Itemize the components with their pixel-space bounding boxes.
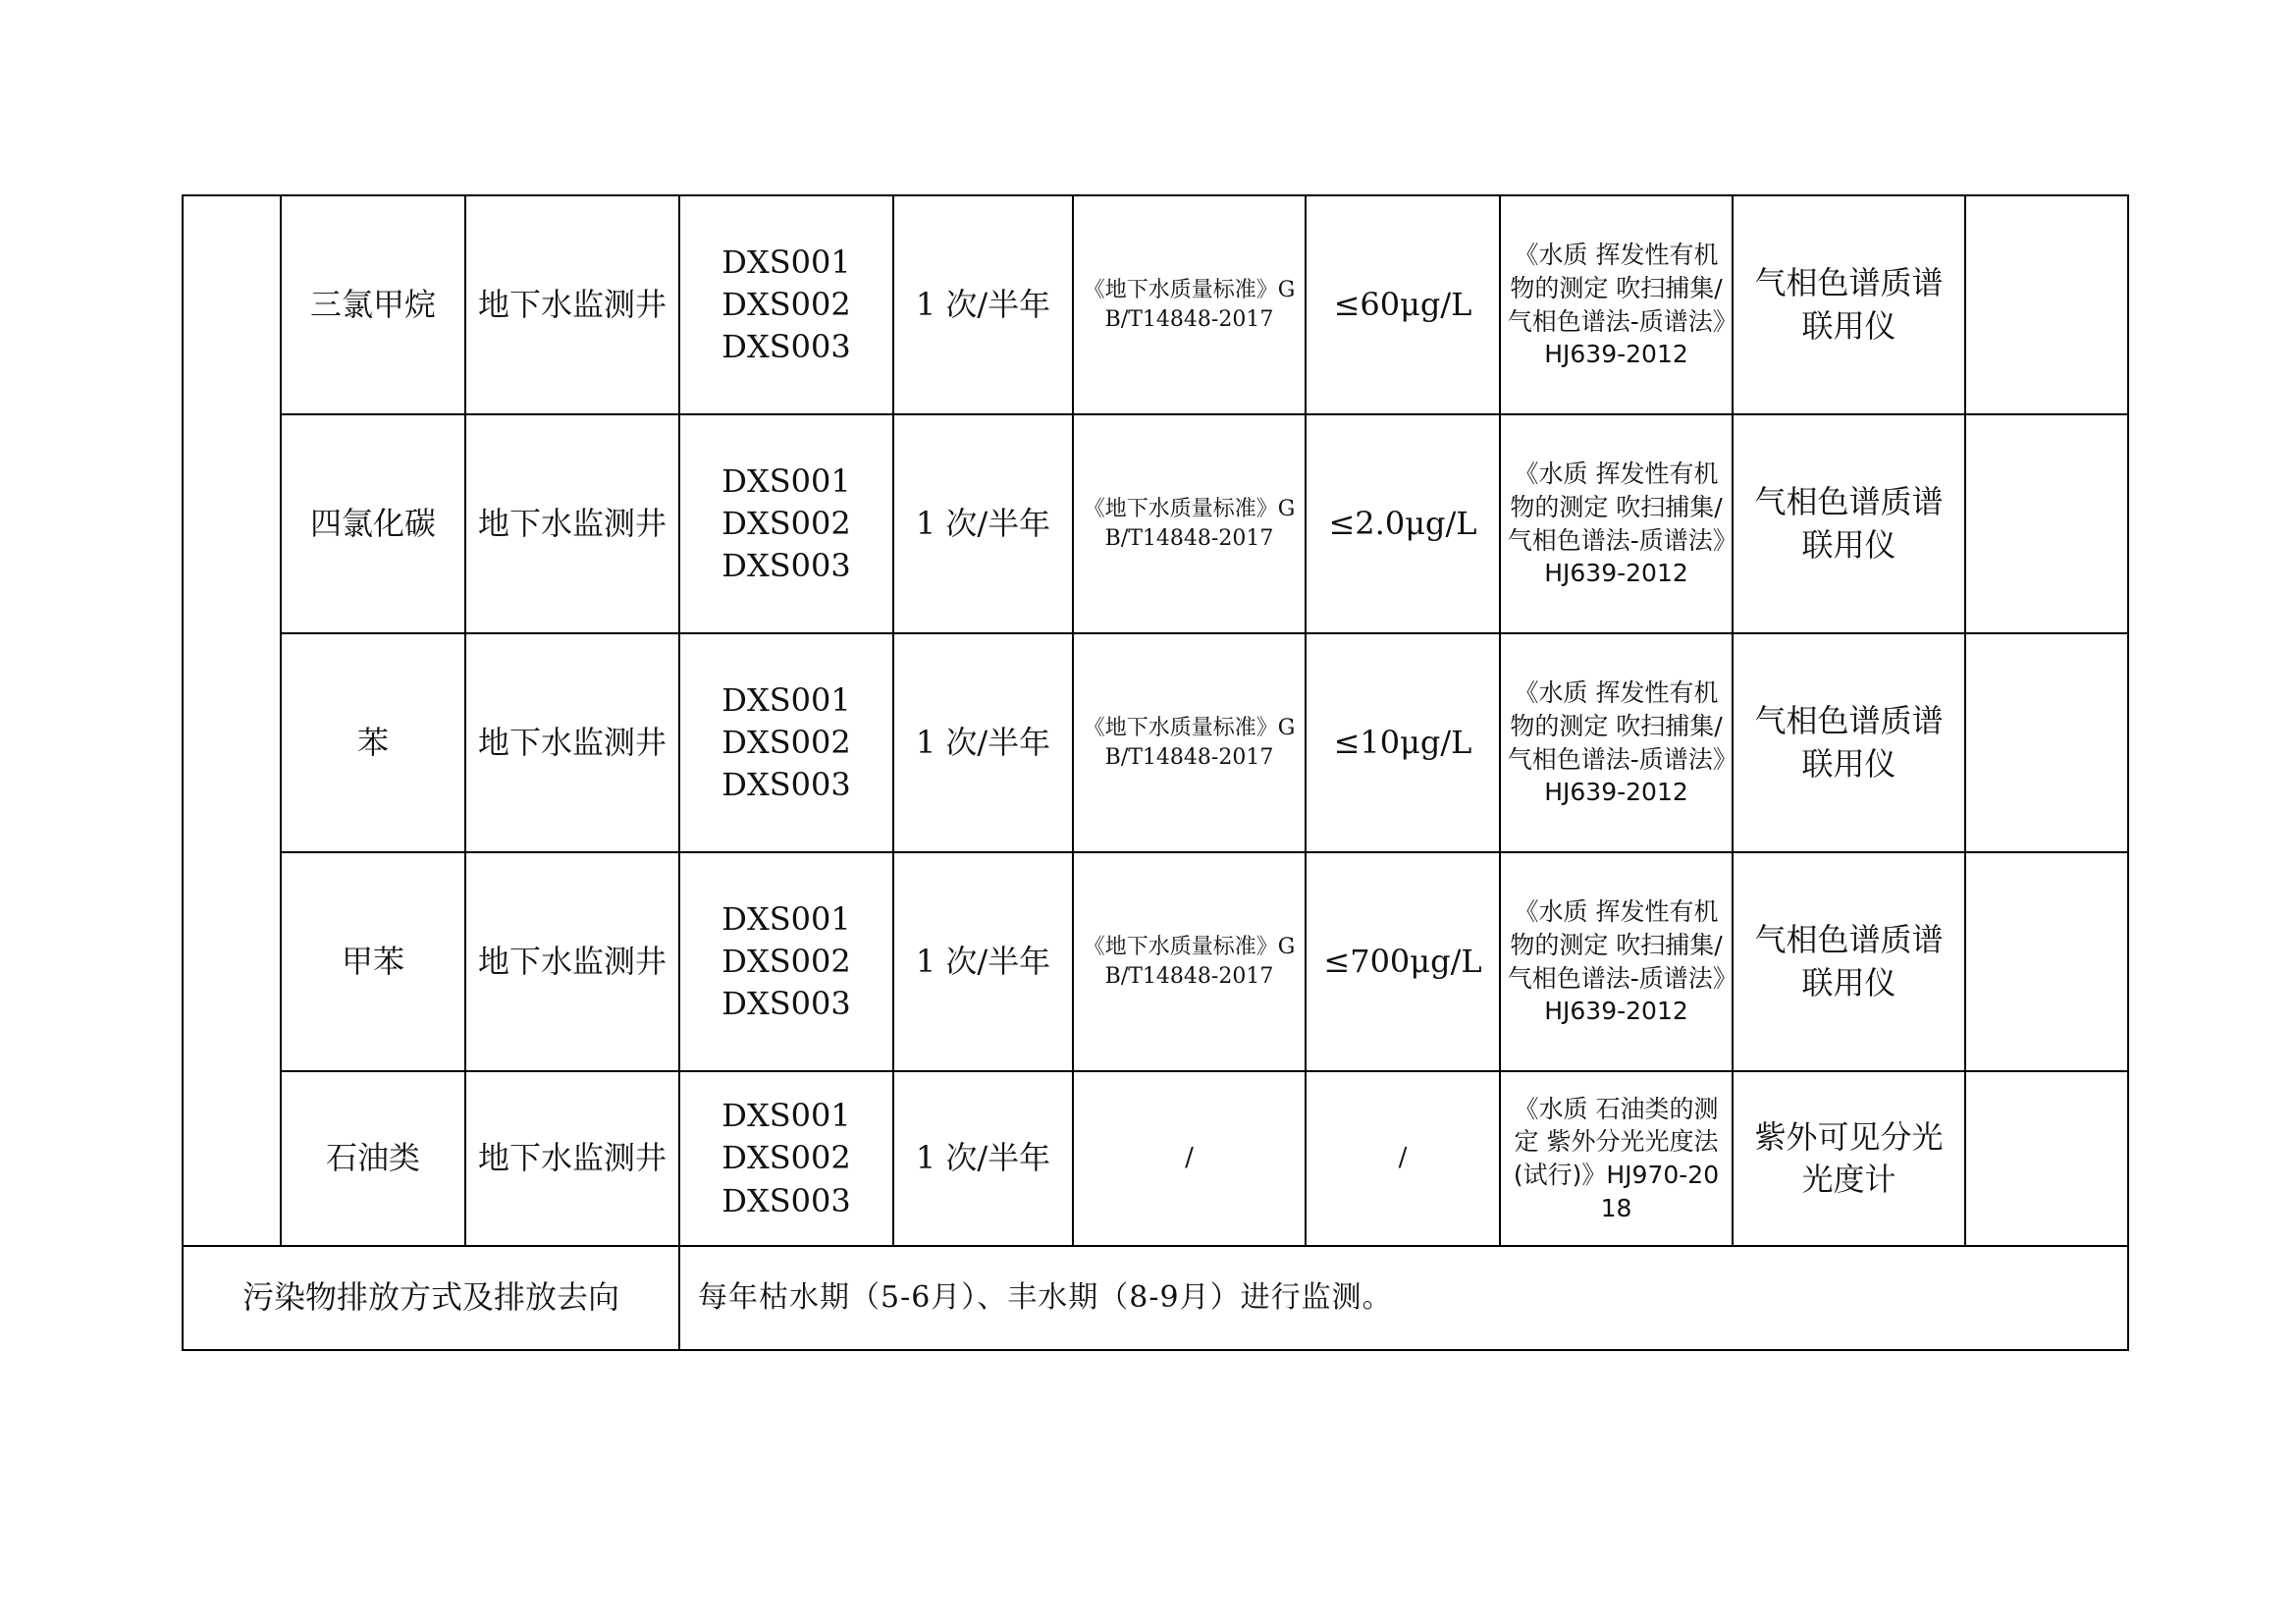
item-cell: 石油类 bbox=[281, 1071, 465, 1246]
monitoring-point-cell: 地下水监测井 bbox=[465, 1071, 679, 1246]
instrument-cell: 气相色谱质谱联用仪 bbox=[1733, 414, 1965, 633]
standard-cell: / bbox=[1073, 1071, 1306, 1246]
point-code: DXS003 bbox=[721, 328, 851, 366]
standard-cell: 《地下水质量标准》GB/T14848-2017 bbox=[1073, 852, 1306, 1071]
standard-cell: 《地下水质量标准》GB/T14848-2017 bbox=[1073, 195, 1306, 414]
monitoring-point-cell: 地下水监测井 bbox=[465, 414, 679, 633]
instrument-cell: 气相色谱质谱联用仪 bbox=[1733, 195, 1965, 414]
point-code-cell bbox=[679, 195, 893, 414]
item-cell: 苯 bbox=[281, 633, 465, 852]
point-code: DXS002 bbox=[721, 504, 851, 542]
frequency-cell: 1 次/半年 bbox=[893, 195, 1073, 414]
point-code-cell bbox=[679, 1071, 893, 1246]
point-code-cell bbox=[679, 633, 893, 852]
remark-cell bbox=[1965, 852, 2128, 1071]
point-code-cell bbox=[679, 414, 893, 633]
monitoring-table bbox=[182, 194, 2129, 1351]
remark-cell bbox=[1965, 414, 2128, 633]
item-cell: 三氯甲烷 bbox=[281, 195, 465, 414]
discharge-description: 每年枯水期（5-6月）、丰水期（8-9月）进行监测。 bbox=[679, 1246, 2128, 1350]
point-code: DXS003 bbox=[721, 766, 851, 804]
limit-cell: ≤10μg/L bbox=[1306, 633, 1500, 852]
point-code: DXS001 bbox=[721, 243, 851, 281]
frequency-cell: 1 次/半年 bbox=[893, 633, 1073, 852]
point-code: DXS003 bbox=[721, 985, 851, 1023]
discharge-label: 污染物排放方式及排放去向 bbox=[183, 1246, 679, 1350]
table-row bbox=[183, 1246, 2128, 1350]
limit-cell: / bbox=[1306, 1071, 1500, 1246]
table-row bbox=[183, 1071, 2128, 1246]
item-cell: 四氯化碳 bbox=[281, 414, 465, 633]
item-cell: 甲苯 bbox=[281, 852, 465, 1071]
frequency-cell: 1 次/半年 bbox=[893, 414, 1073, 633]
method-cell: 《水质 挥发性有机物的测定 吹扫捕集/气相色谱法-质谱法》HJ639-2012 bbox=[1500, 414, 1733, 633]
limit-cell: ≤2.0μg/L bbox=[1306, 414, 1500, 633]
table-row bbox=[183, 852, 2128, 1071]
method-cell: 《水质 石油类的测定 紫外分光光度法(试行)》HJ970-2018 bbox=[1500, 1071, 1733, 1246]
point-code: DXS002 bbox=[721, 285, 851, 323]
limit-cell: ≤60μg/L bbox=[1306, 195, 1500, 414]
point-code: DXS002 bbox=[721, 942, 851, 980]
remark-cell bbox=[1965, 195, 2128, 414]
method-cell: 《水质 挥发性有机物的测定 吹扫捕集/气相色谱法-质谱法》HJ639-2012 bbox=[1500, 852, 1733, 1071]
point-code-cell bbox=[679, 852, 893, 1071]
remark-cell bbox=[1965, 633, 2128, 852]
category-cell bbox=[183, 195, 281, 1246]
remark-cell bbox=[1965, 1071, 2128, 1246]
monitoring-point-cell: 地下水监测井 bbox=[465, 633, 679, 852]
method-cell: 《水质 挥发性有机物的测定 吹扫捕集/气相色谱法-质谱法》HJ639-2012 bbox=[1500, 195, 1733, 414]
point-code: DXS001 bbox=[721, 461, 851, 500]
point-code: DXS003 bbox=[721, 1181, 851, 1219]
limit-cell: ≤700μg/L bbox=[1306, 852, 1500, 1071]
monitoring-point-cell: 地下水监测井 bbox=[465, 852, 679, 1071]
frequency-cell: 1 次/半年 bbox=[893, 852, 1073, 1071]
instrument-cell: 气相色谱质谱联用仪 bbox=[1733, 852, 1965, 1071]
point-code: DXS003 bbox=[721, 547, 851, 585]
instrument-cell: 气相色谱质谱联用仪 bbox=[1733, 633, 1965, 852]
table-row bbox=[183, 195, 2128, 414]
table-row bbox=[183, 414, 2128, 633]
monitoring-point-cell: 地下水监测井 bbox=[465, 195, 679, 414]
instrument-cell: 紫外可见分光光度计 bbox=[1733, 1071, 1965, 1246]
point-code: DXS001 bbox=[721, 899, 851, 938]
point-code: DXS002 bbox=[721, 723, 851, 761]
point-code: DXS001 bbox=[721, 1097, 851, 1135]
standard-cell: 《地下水质量标准》GB/T14848-2017 bbox=[1073, 414, 1306, 633]
method-cell: 《水质 挥发性有机物的测定 吹扫捕集/气相色谱法-质谱法》HJ639-2012 bbox=[1500, 633, 1733, 852]
point-code: DXS001 bbox=[721, 680, 851, 719]
table-row bbox=[183, 633, 2128, 852]
frequency-cell: 1 次/半年 bbox=[893, 1071, 1073, 1246]
standard-cell: 《地下水质量标准》GB/T14848-2017 bbox=[1073, 633, 1306, 852]
point-code: DXS002 bbox=[721, 1139, 851, 1177]
